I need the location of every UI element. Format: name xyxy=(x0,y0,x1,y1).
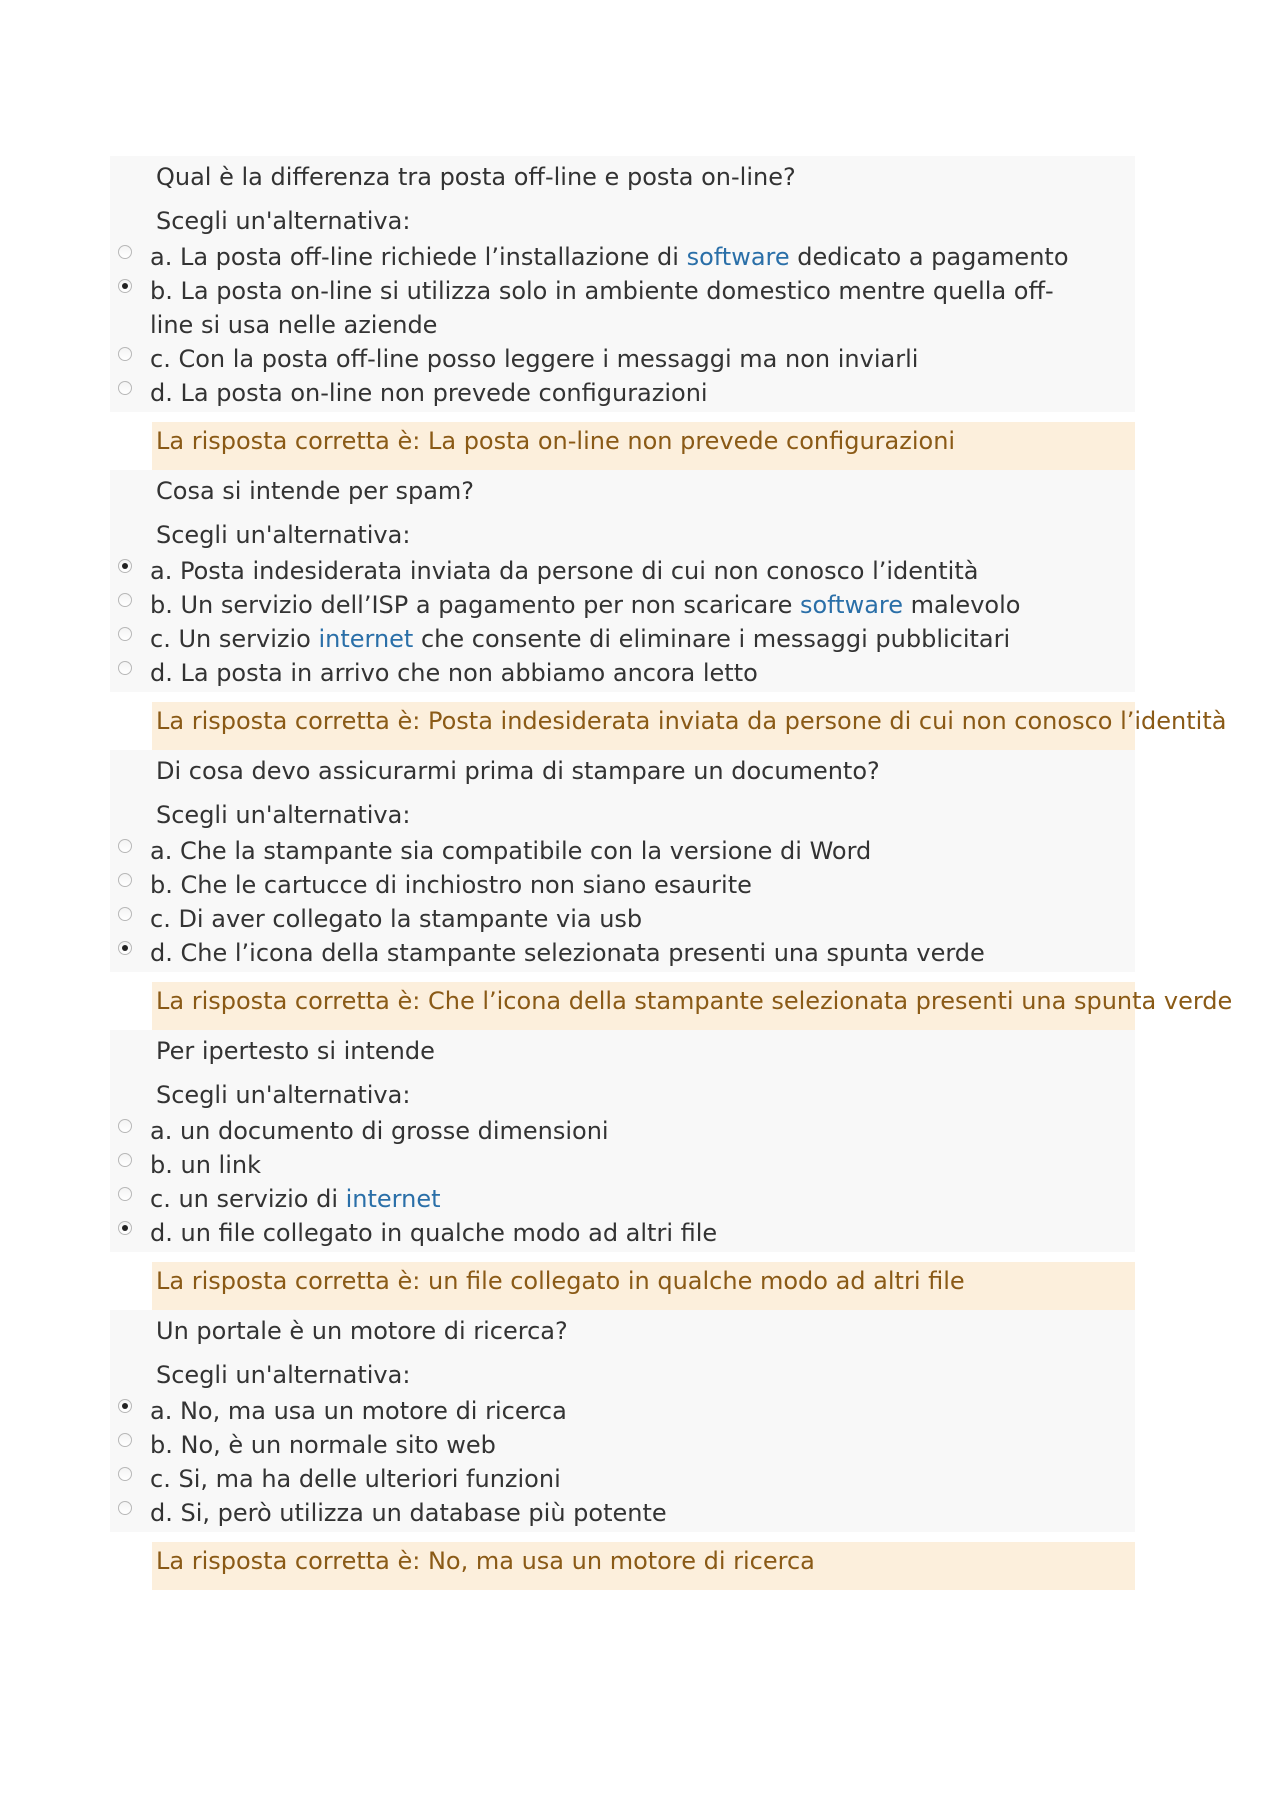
option-label: d. Che l’icona della stampante selezionata presenti una spunta verde xyxy=(150,939,985,967)
option-label: a. La posta off-line richiede l’installazione di software dedicato a pagamento xyxy=(150,243,1069,271)
radio-button[interactable] xyxy=(118,1433,132,1447)
option-a[interactable] xyxy=(110,240,1135,274)
radio-button[interactable] xyxy=(118,907,132,921)
radio-button[interactable] xyxy=(118,661,132,675)
question-4 xyxy=(110,1030,1135,1252)
choose-prompt: Scegli un'alternativa: xyxy=(156,801,411,829)
choose-prompt: Scegli un'alternativa: xyxy=(156,1081,411,1109)
choose-prompt: Scegli un'alternativa: xyxy=(156,1361,411,1389)
question-1 xyxy=(110,156,1135,412)
option-label: a. Posta indesiderata inviata da persone di cui non conosco l’identità xyxy=(150,557,979,585)
radio-button[interactable] xyxy=(118,1187,132,1201)
correct-answer-feedback: La risposta corretta è: Che l’icona della stampante selezionata presenti una spunta verde xyxy=(152,982,1135,1030)
radio-button[interactable] xyxy=(118,1119,132,1133)
correct-answer-feedback: La risposta corretta è: La posta on-line non prevede configurazioni xyxy=(152,422,1135,470)
option-b[interactable] xyxy=(110,274,1135,342)
question-text: Cosa si intende per spam? xyxy=(156,477,475,505)
question-5 xyxy=(110,1310,1135,1532)
option-label: c. Un servizio internet che consente di eliminare i messaggi pubblicitari xyxy=(150,625,1011,653)
option-label: b. Che le cartucce di inchiostro non siano esaurite xyxy=(150,871,752,899)
option-label: c. Si, ma ha delle ulteriori funzioni xyxy=(150,1465,561,1493)
option-label: a. Che la stampante sia compatibile con la versione di Word xyxy=(150,837,872,865)
option-label: d. Si, però utilizza un database più potente xyxy=(150,1499,667,1527)
option-label: c. Di aver collegato la stampante via usb xyxy=(150,905,643,933)
option-c[interactable] xyxy=(110,902,1135,936)
radio-button[interactable] xyxy=(118,1501,132,1515)
radio-button[interactable] xyxy=(118,1153,132,1167)
radio-button[interactable] xyxy=(118,593,132,607)
radio-button[interactable] xyxy=(118,381,132,395)
option-label: c. Con la posta off-line posso leggere i messaggi ma non inviarli xyxy=(150,345,919,373)
option-c[interactable] xyxy=(110,1182,1135,1216)
option-b[interactable] xyxy=(110,1148,1135,1182)
option-b[interactable] xyxy=(110,588,1135,622)
radio-button[interactable] xyxy=(118,347,132,361)
question-text: Per ipertesto si intende xyxy=(156,1037,435,1065)
choose-prompt: Scegli un'alternativa: xyxy=(156,207,411,235)
option-label: d. La posta on-line non prevede configurazioni xyxy=(150,379,708,407)
question-2 xyxy=(110,470,1135,692)
option-d[interactable] xyxy=(110,656,1135,690)
option-d[interactable] xyxy=(110,1216,1135,1250)
radio-button[interactable] xyxy=(118,839,132,853)
quiz-container xyxy=(110,156,1233,1590)
radio-button-selected[interactable] xyxy=(118,941,132,955)
option-label: a. No, ma usa un motore di ricerca xyxy=(150,1397,567,1425)
radio-button[interactable] xyxy=(118,1467,132,1481)
radio-button-selected[interactable] xyxy=(118,559,132,573)
choose-prompt: Scegli un'alternativa: xyxy=(156,521,411,549)
option-b[interactable] xyxy=(110,868,1135,902)
option-c[interactable] xyxy=(110,622,1135,656)
option-label: d. un file collegato in qualche modo ad altri file xyxy=(150,1219,718,1247)
correct-answer-feedback: La risposta corretta è: Posta indesiderata inviata da persone di cui non conosco l’identità xyxy=(152,702,1135,750)
radio-button-selected[interactable] xyxy=(118,1399,132,1413)
correct-answer-feedback: La risposta corretta è: un file collegato in qualche modo ad altri file xyxy=(152,1262,1135,1310)
question-text: Un portale è un motore di ricerca? xyxy=(156,1317,568,1345)
software-link[interactable]: software xyxy=(686,243,790,271)
option-label: c. un servizio di internet xyxy=(150,1185,441,1213)
software-link[interactable]: software xyxy=(799,591,904,619)
option-label: b. un link xyxy=(150,1151,261,1179)
option-label: b. Un servizio dell’ISP a pagamento per non scaricare software malevolo xyxy=(150,591,1021,619)
option-a[interactable] xyxy=(110,834,1135,868)
radio-button-selected[interactable] xyxy=(118,1221,132,1235)
option-c[interactable] xyxy=(110,342,1135,376)
radio-button[interactable] xyxy=(118,873,132,887)
radio-button[interactable] xyxy=(118,627,132,641)
internet-link[interactable]: internet xyxy=(345,1185,441,1213)
option-label: d. La posta in arrivo che non abbiamo ancora letto xyxy=(150,659,758,687)
option-a[interactable] xyxy=(110,1114,1135,1148)
option-a[interactable] xyxy=(110,554,1135,588)
option-a[interactable] xyxy=(110,1394,1135,1428)
option-b[interactable] xyxy=(110,1428,1135,1462)
option-label: b. No, è un normale sito web xyxy=(150,1431,496,1459)
option-c[interactable] xyxy=(110,1462,1135,1496)
internet-link[interactable]: internet xyxy=(318,625,414,653)
radio-button[interactable] xyxy=(118,245,132,259)
option-label: a. un documento di grosse dimensioni xyxy=(150,1117,609,1145)
radio-button-selected[interactable] xyxy=(118,279,132,293)
option-d[interactable] xyxy=(110,936,1135,970)
option-label: b. La posta on-line si utilizza solo in ambiente domestico mentre quella off-line si usa nelle aziende xyxy=(150,277,1054,339)
correct-answer-feedback: La risposta corretta è: No, ma usa un motore di ricerca xyxy=(152,1542,1135,1590)
question-text: Di cosa devo assicurarmi prima di stampare un documento? xyxy=(156,757,880,785)
option-d[interactable] xyxy=(110,1496,1135,1530)
question-text: Qual è la differenza tra posta off-line e posta on-line? xyxy=(156,163,796,191)
option-d[interactable] xyxy=(110,376,1135,410)
question-3 xyxy=(110,750,1135,972)
